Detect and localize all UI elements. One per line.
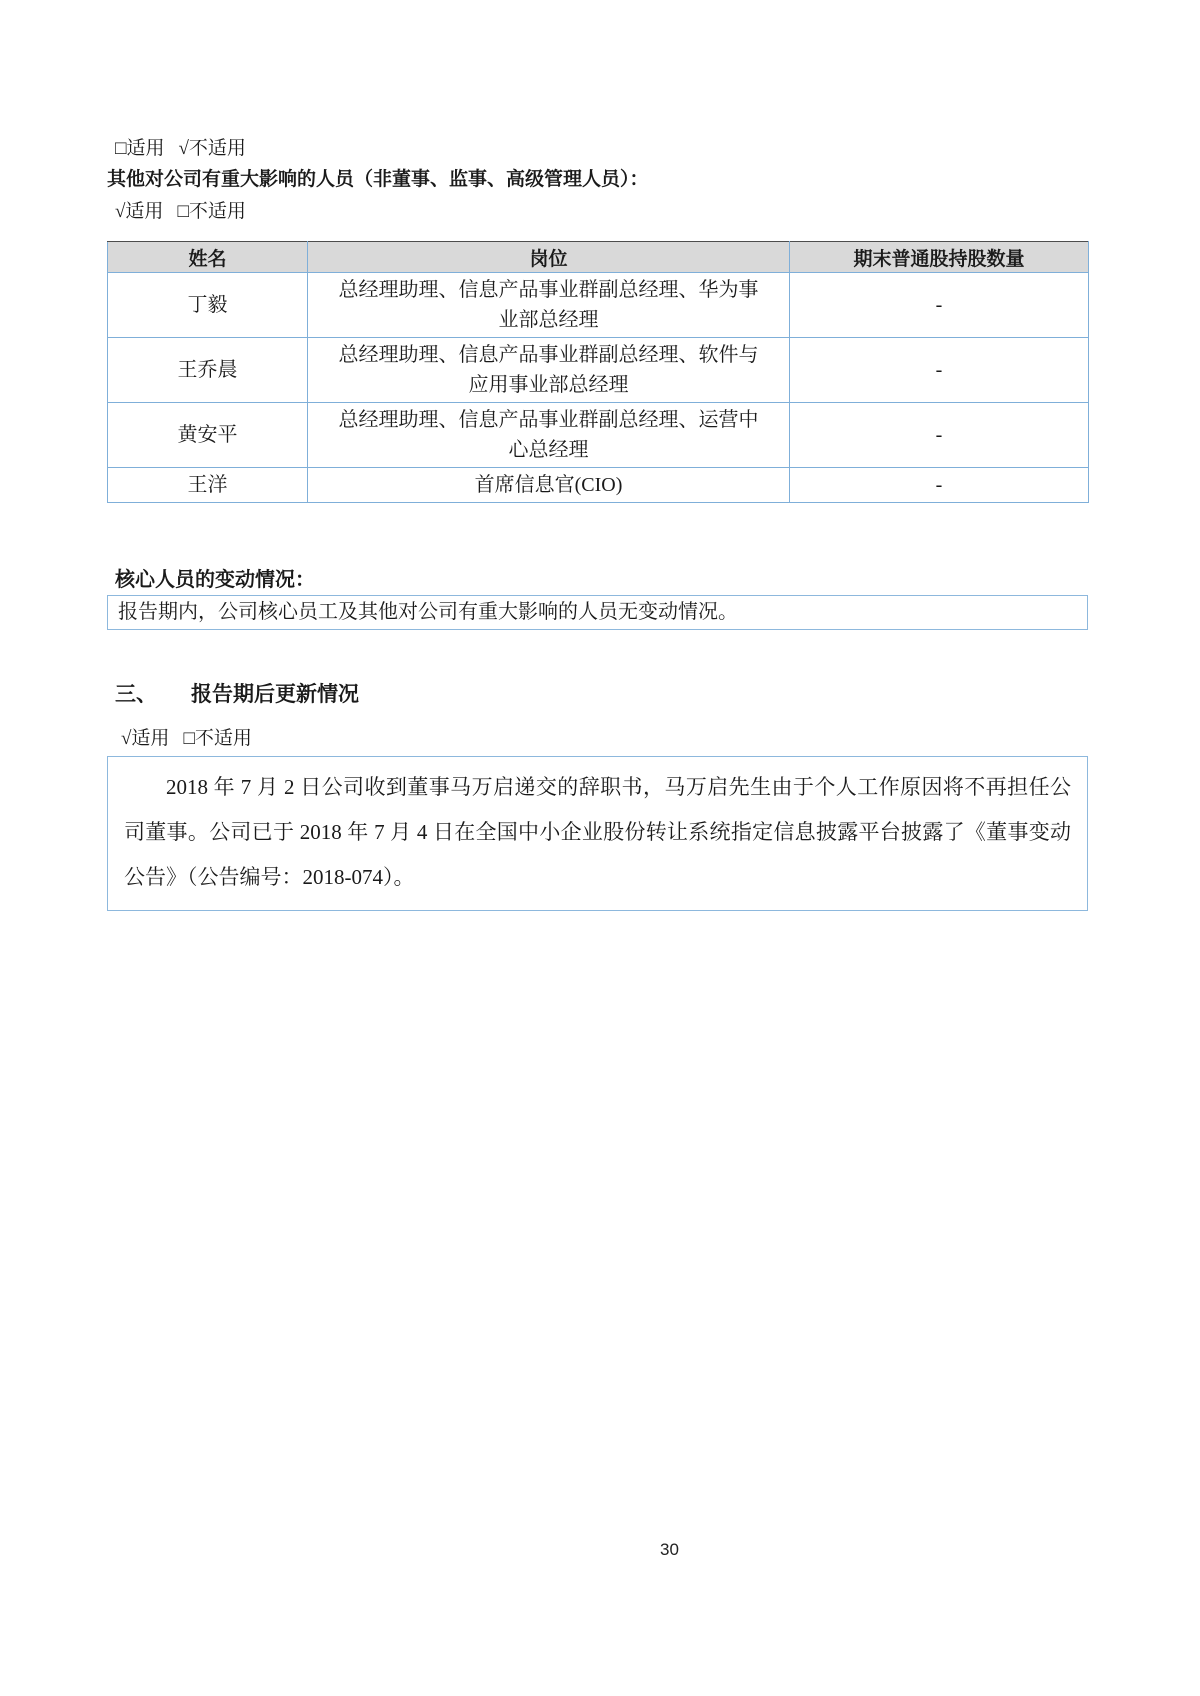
cell-name: 丁毅 xyxy=(108,273,308,338)
cell-position: 总经理助理、信息产品事业群副总经理、华为事业部总经理 xyxy=(308,273,790,338)
checkbox-option-applicable: √适用 xyxy=(115,201,164,222)
cell-shares: - xyxy=(790,468,1089,503)
column-header-shares: 期末普通股持股数量 xyxy=(790,242,1089,273)
table-header-row xyxy=(108,242,1089,273)
cell-shares: - xyxy=(790,338,1089,403)
checkbox-option-not-applicable: □适用 xyxy=(115,138,165,159)
post-period-update-text: 2018 年 7 月 2 日公司收到董事马万启递交的辞职书，马万启先生由于个人工作原因将不再担任公司董事。公司已于 2018 年 7 月 4 日在全国中小企业股份转让系统指定信息披露平台披露了《董事变动公告》（公告编号：2018-074）。 xyxy=(124,775,1071,889)
column-header-position: 岗位 xyxy=(308,242,790,273)
cell-name: 王洋 xyxy=(108,468,308,503)
cell-shares: - xyxy=(790,273,1089,338)
page-number: 30 xyxy=(660,1540,679,1559)
core-change-text: 报告期内，公司核心员工及其他对公司有重大影响的人员无变动情况。 xyxy=(118,601,738,623)
table-row xyxy=(108,338,1089,403)
applicability-line-other xyxy=(107,200,1088,224)
core-change-heading: 核心人员的变动情况： xyxy=(115,569,315,591)
post-period-update-box xyxy=(107,756,1088,911)
checkbox-option-applicable: √适用 xyxy=(121,728,170,749)
table-row xyxy=(108,273,1089,338)
cell-position: 总经理助理、信息产品事业群副总经理、软件与应用事业部总经理 xyxy=(308,338,790,403)
cell-position: 总经理助理、信息产品事业群副总经理、运营中心总经理 xyxy=(308,403,790,468)
other-personnel-heading: 其他对公司有重大影响的人员（非董事、监事、高级管理人员）： xyxy=(107,169,649,190)
checkbox-option-applicable: √不适用 xyxy=(178,138,246,159)
applicability-line-prev xyxy=(107,137,1088,161)
checkbox-option-not-applicable: □不适用 xyxy=(183,728,252,749)
section-number: 三、 xyxy=(115,683,157,706)
core-change-box xyxy=(107,595,1088,630)
table-row xyxy=(108,403,1089,468)
section-three-heading xyxy=(107,680,1088,710)
section-title: 报告期后更新情况 xyxy=(191,683,359,706)
checkbox-option-not-applicable: □不适用 xyxy=(177,201,246,222)
column-header-name: 姓名 xyxy=(108,242,308,273)
cell-position: 首席信息官(CIO) xyxy=(308,468,790,503)
cell-name: 黄安平 xyxy=(108,403,308,468)
table-row xyxy=(108,468,1089,503)
cell-name: 王乔晨 xyxy=(108,338,308,403)
personnel-table xyxy=(107,241,1089,503)
applicability-line-section-three xyxy=(107,727,1088,751)
cell-shares: - xyxy=(790,403,1089,468)
page-content xyxy=(107,137,1088,911)
